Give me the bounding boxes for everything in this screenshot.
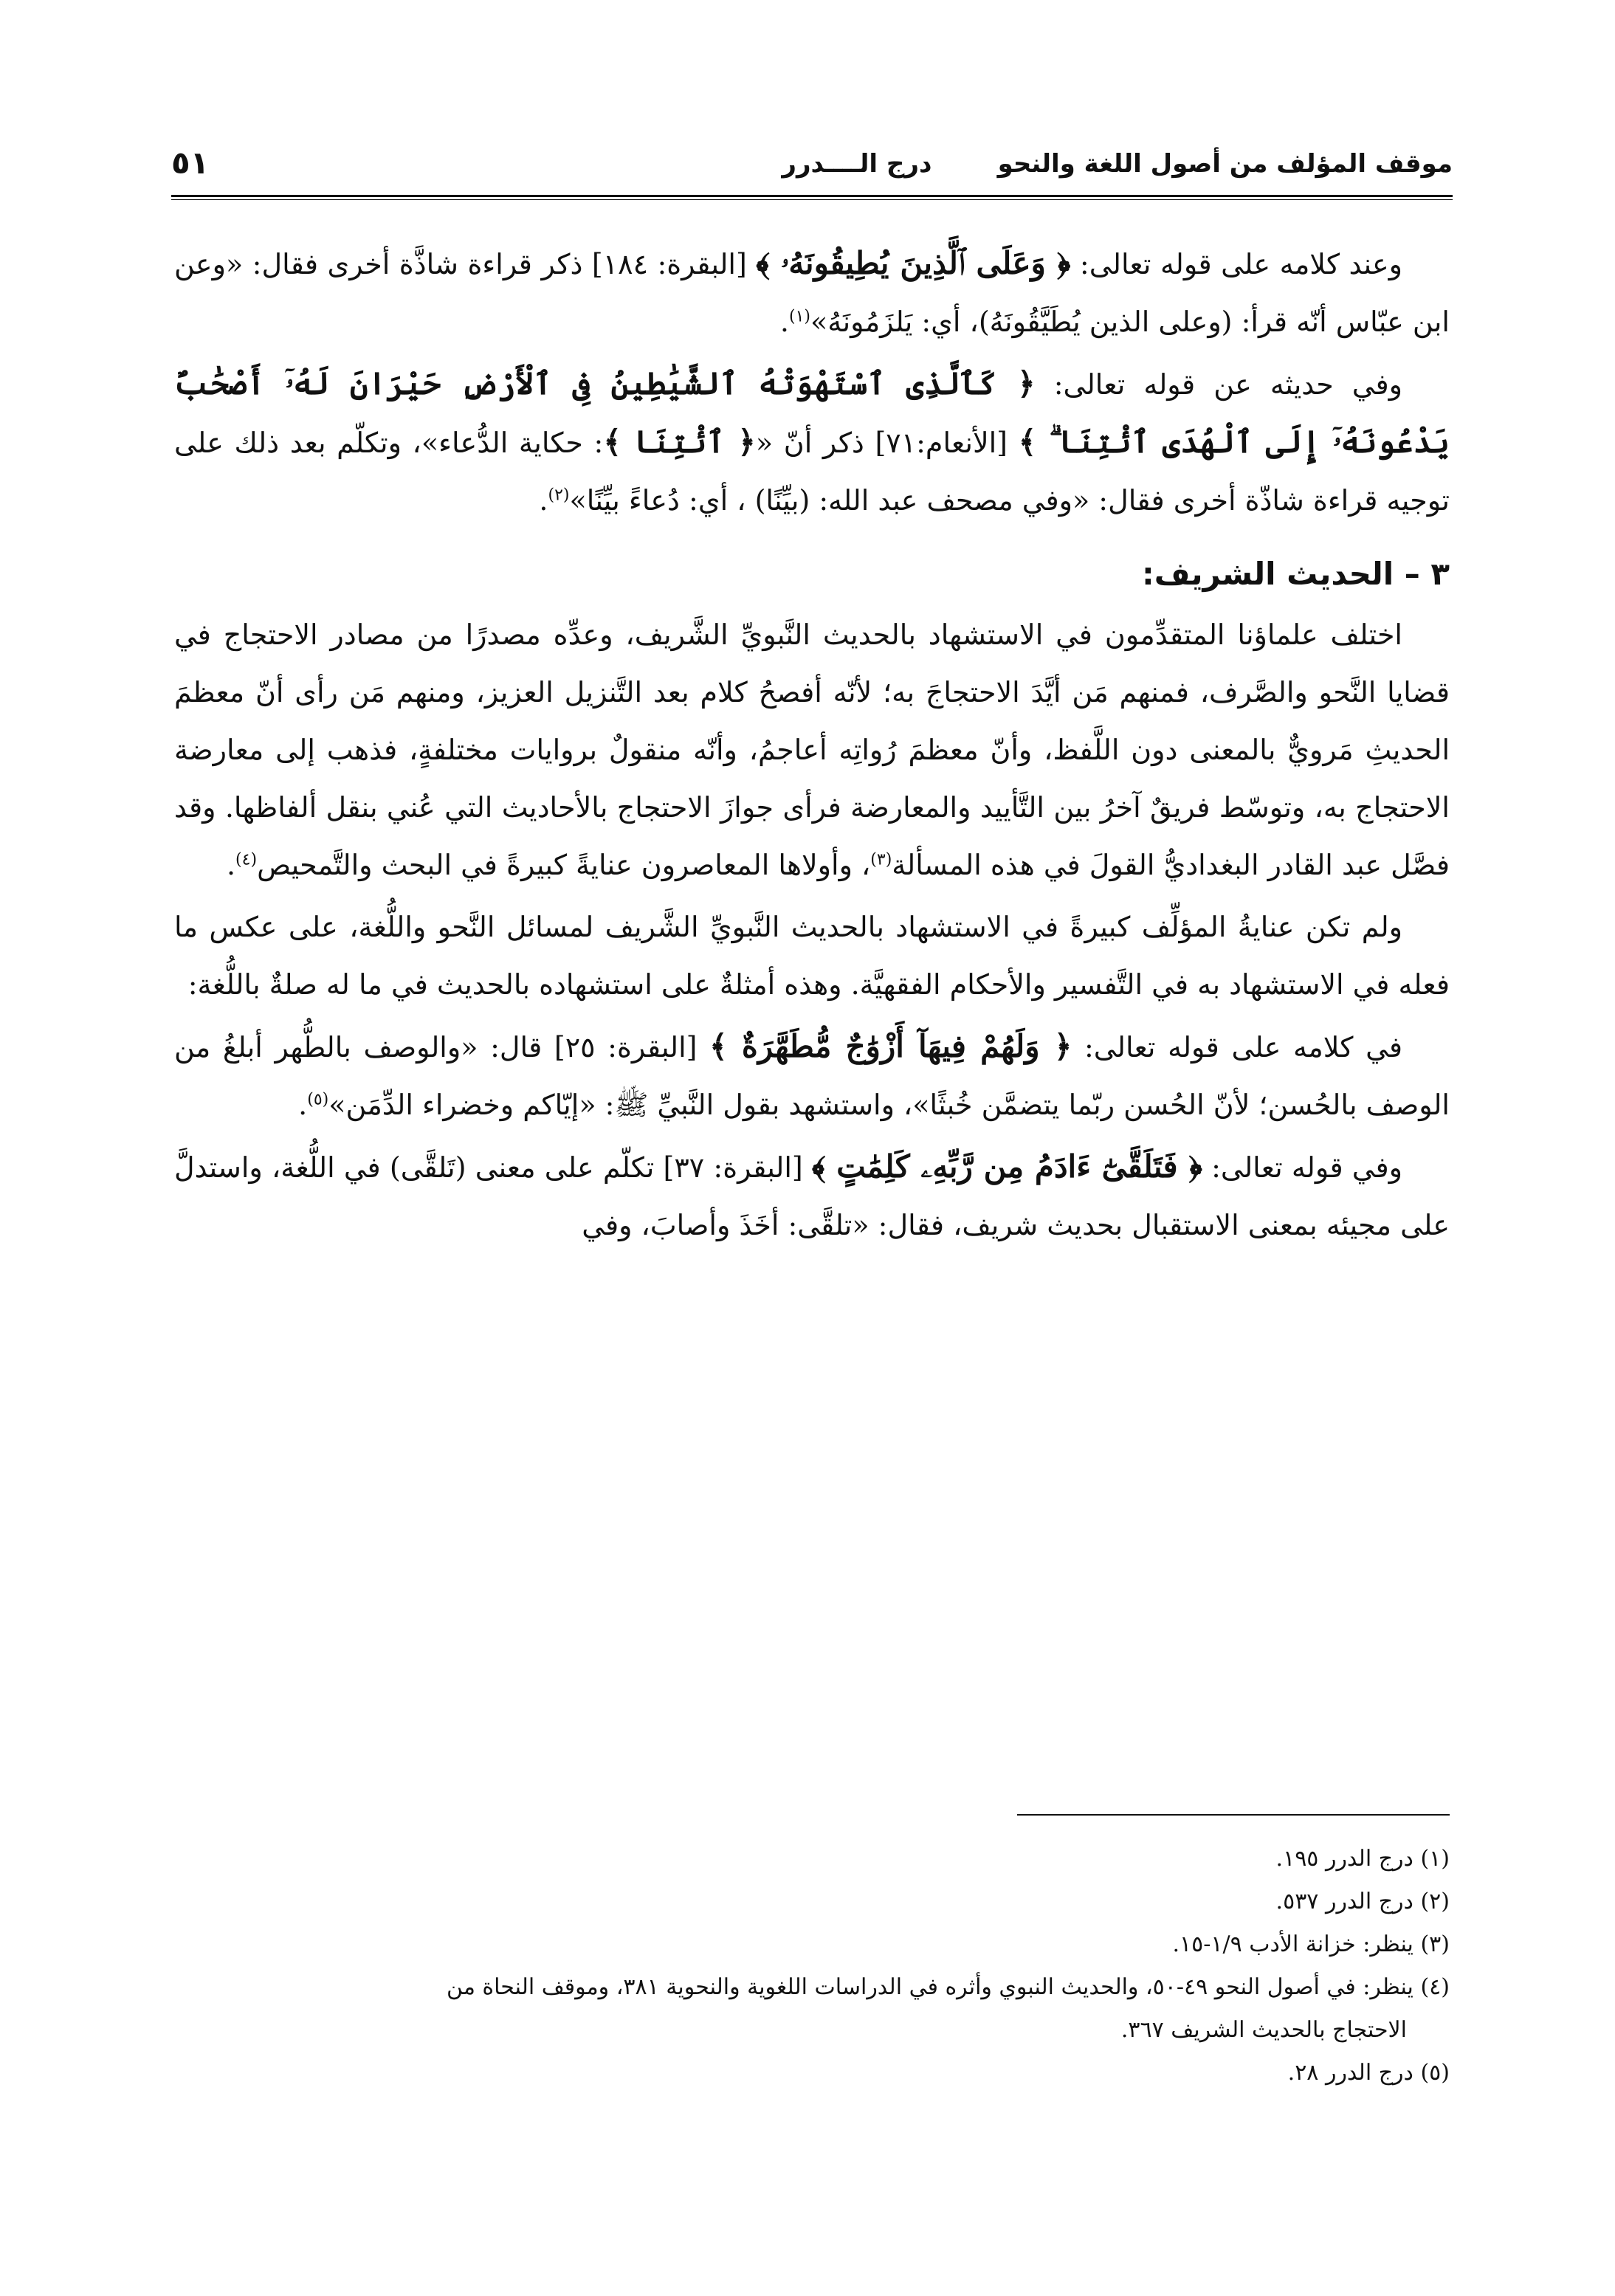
footnote-ref: (٣) (870, 850, 892, 869)
paragraph (174, 898, 1450, 1013)
paragraph-text: وفي حديثه عن قوله تعالى: (1035, 368, 1402, 401)
header-rule (171, 195, 1453, 200)
paragraph-text: ، وأولاها المعاصرون عنايةً كبيرةً في البحث والتَّمحيص (257, 849, 871, 881)
paragraph (174, 235, 1450, 351)
quran-verse: ﴿ وَلَهُمْ فِيهَآ أَزْوَٰجٌ مُّطَهَّرَةٌ ﴾ (709, 1028, 1072, 1064)
footnote: (٢) درج الدرر ٥٣٧. (1275, 1889, 1450, 1914)
footnote-continuation (174, 2009, 1450, 2052)
quran-verse: ﴿ وَعَلَى ٱلَّذِينَ يُطِيقُونَهُۥ ﴾ (756, 245, 1071, 281)
footnote: (٥) درج الدرر ٢٨. (1287, 2060, 1450, 2086)
paragraph (174, 355, 1450, 529)
footnote-ref: (٥) (307, 1090, 329, 1109)
paragraph-end: . (298, 1089, 308, 1121)
paragraph (174, 1018, 1450, 1134)
book-title: موقف المؤلف من أصول اللغة والنحو (997, 149, 1453, 179)
paragraph (174, 1138, 1450, 1254)
running-title: درج الــــدرر (782, 149, 932, 179)
page-header (171, 145, 1453, 189)
paragraph (174, 606, 1450, 894)
footnote: (٣) ينظر: خزانة الأدب ١/٩-١٥. (1172, 1931, 1450, 1957)
paragraph-text: وعند كلامه على قوله تعالى: (1070, 248, 1402, 280)
quran-verse: ﴿ فَتَلَقَّىٰٓ ءَادَمُ مِن رَّبِّهِۦ كَلِمَٰتٍ ﴾ (811, 1148, 1202, 1185)
quran-verse: ﴿ كَٱلَّذِى ٱسْتَهْوَتْهُ ٱلشَّيَٰطِينُ فِى ٱلْأَرْضِ حَيْرَانَ لَهُۥٓ أَصْحَٰبٌ يَدْعُونَهُۥٓ إِلَى ٱلْهُدَى ٱئْتِنَا ۗ ﴾ (174, 365, 1450, 460)
footnotes (174, 1838, 1450, 2095)
paragraph-text: ولم تكن عنايةُ المؤلِّف كبيرةً في الاستشهاد بالحديث النَّبويِّ الشَّريف لمسائل النَّحو واللُّغة، على عكس ما فعله في الاستشهاد به في التَّفسير والأحكام الفقهيَّة. وهذه أمثلةٌ على استشهاده بالحديث في ما له صلةٌ باللُّغة: (174, 911, 1450, 1001)
footnote-continuation-text: الاحتجاج بالحديث الشريف ٣٦٧. (1120, 2017, 1407, 2043)
page-number: ٥١ (171, 145, 210, 181)
footnote: (٤) ينظر: في أصول النحو ٤٩-٥٠، والحديث النبوي وأثره في الدراسات اللغوية والنحوية ٣٨١، وموقف النحاة من (446, 1974, 1450, 2000)
footnote-ref: (١) (788, 307, 810, 326)
paragraph-end: . (226, 849, 236, 881)
paragraph-end: . (539, 484, 548, 517)
footnote-separator (1017, 1814, 1450, 1816)
paragraph-text: اختلف علماؤنا المتقدِّمون في الاستشهاد بالحديث النَّبويِّ الشَّريف، وعدِّه مصدرًا من مصادر الاحتجاج في قضايا النَّحو والصَّرف، فمنهم مَن أيَّدَ الاحتجاجَ به؛ لأنّه أفصحُ كلام بعد التَّنزيل العزيز، ومنهم مَن رأى أنّ معظمَ الحديثِ مَرويٌّ بالمعنى دون اللَّفظ، وأنّ معظمَ رُواتِه أعاجمُ، وأنّه منقولٌ بروايات مختلفةٍ، فذهب إلى معارضة الاحتجاج به، وتوسّط فريقٌ آخرُ بين التَّأييد والمعارضة فرأى جوازَ الاحتجاج بالأحاديث التي عُني بنقل ألفاظها. وقد فصَّل عبد القادر البغداديُّ القولَ في هذه المسألة (174, 618, 1450, 881)
paragraph-text: وفي قوله تعالى: (1202, 1151, 1402, 1184)
body-text (174, 235, 1450, 1258)
footnote-ref: (٢) (548, 486, 570, 505)
section-heading: ٣ – الحديث الشريف: (1141, 556, 1450, 592)
paragraph-text: [البقرة: ٢٥] قال: «والوصف بالطُّهر أبلغُ من الوصف بالحُسن؛ لأنّ الحُسن ربّما يتضمَّن خُبثًا»، واستشهد بقول النَّبيِّ ﷺ: «إيّاكم وخضراء الدِّمَن» (174, 1031, 1450, 1121)
quran-verse: ﴿ ٱئْتِنَا ﴾ (603, 424, 756, 460)
footnote: (١) درج الدرر ١٩٥. (1275, 1846, 1450, 1872)
paragraph-text: : حكاية الدُّعاء»، وتكلّم بعد ذلك على توجيه قراءة شاذّة أخرى فقال: «وفي مصحف عبد الله: (بيِّنًا) ، أي: دُعاءً بيِّنًا» (174, 427, 1450, 517)
paragraph-text: [البقرة: ١٨٤] ذكر قراءة شاذَّة أخرى فقال: «وعن ابن عبّاس أنّه قرأ: (وعلى الذين يُطَيَّقُونَهُ)، أي: يَلزَمُونَهُ» (174, 248, 1450, 338)
footnote-ref: (٤) (235, 850, 258, 869)
paragraph-text: [الأنعام:٧١] ذكر أنّ « (755, 427, 1019, 459)
paragraph-end: . (779, 306, 789, 338)
paragraph-text: [البقرة: ٣٧] تكلّم على معنى (تَلقَّى) في اللُّغة، واستدلَّ على مجيئه بمعنى الاستقبال بحديث شريف، فقال: «تلقَّى: أخَذَ وأصابَ، وفي (174, 1151, 1450, 1241)
paragraph-text: في كلامه على قوله تعالى: (1072, 1031, 1402, 1063)
